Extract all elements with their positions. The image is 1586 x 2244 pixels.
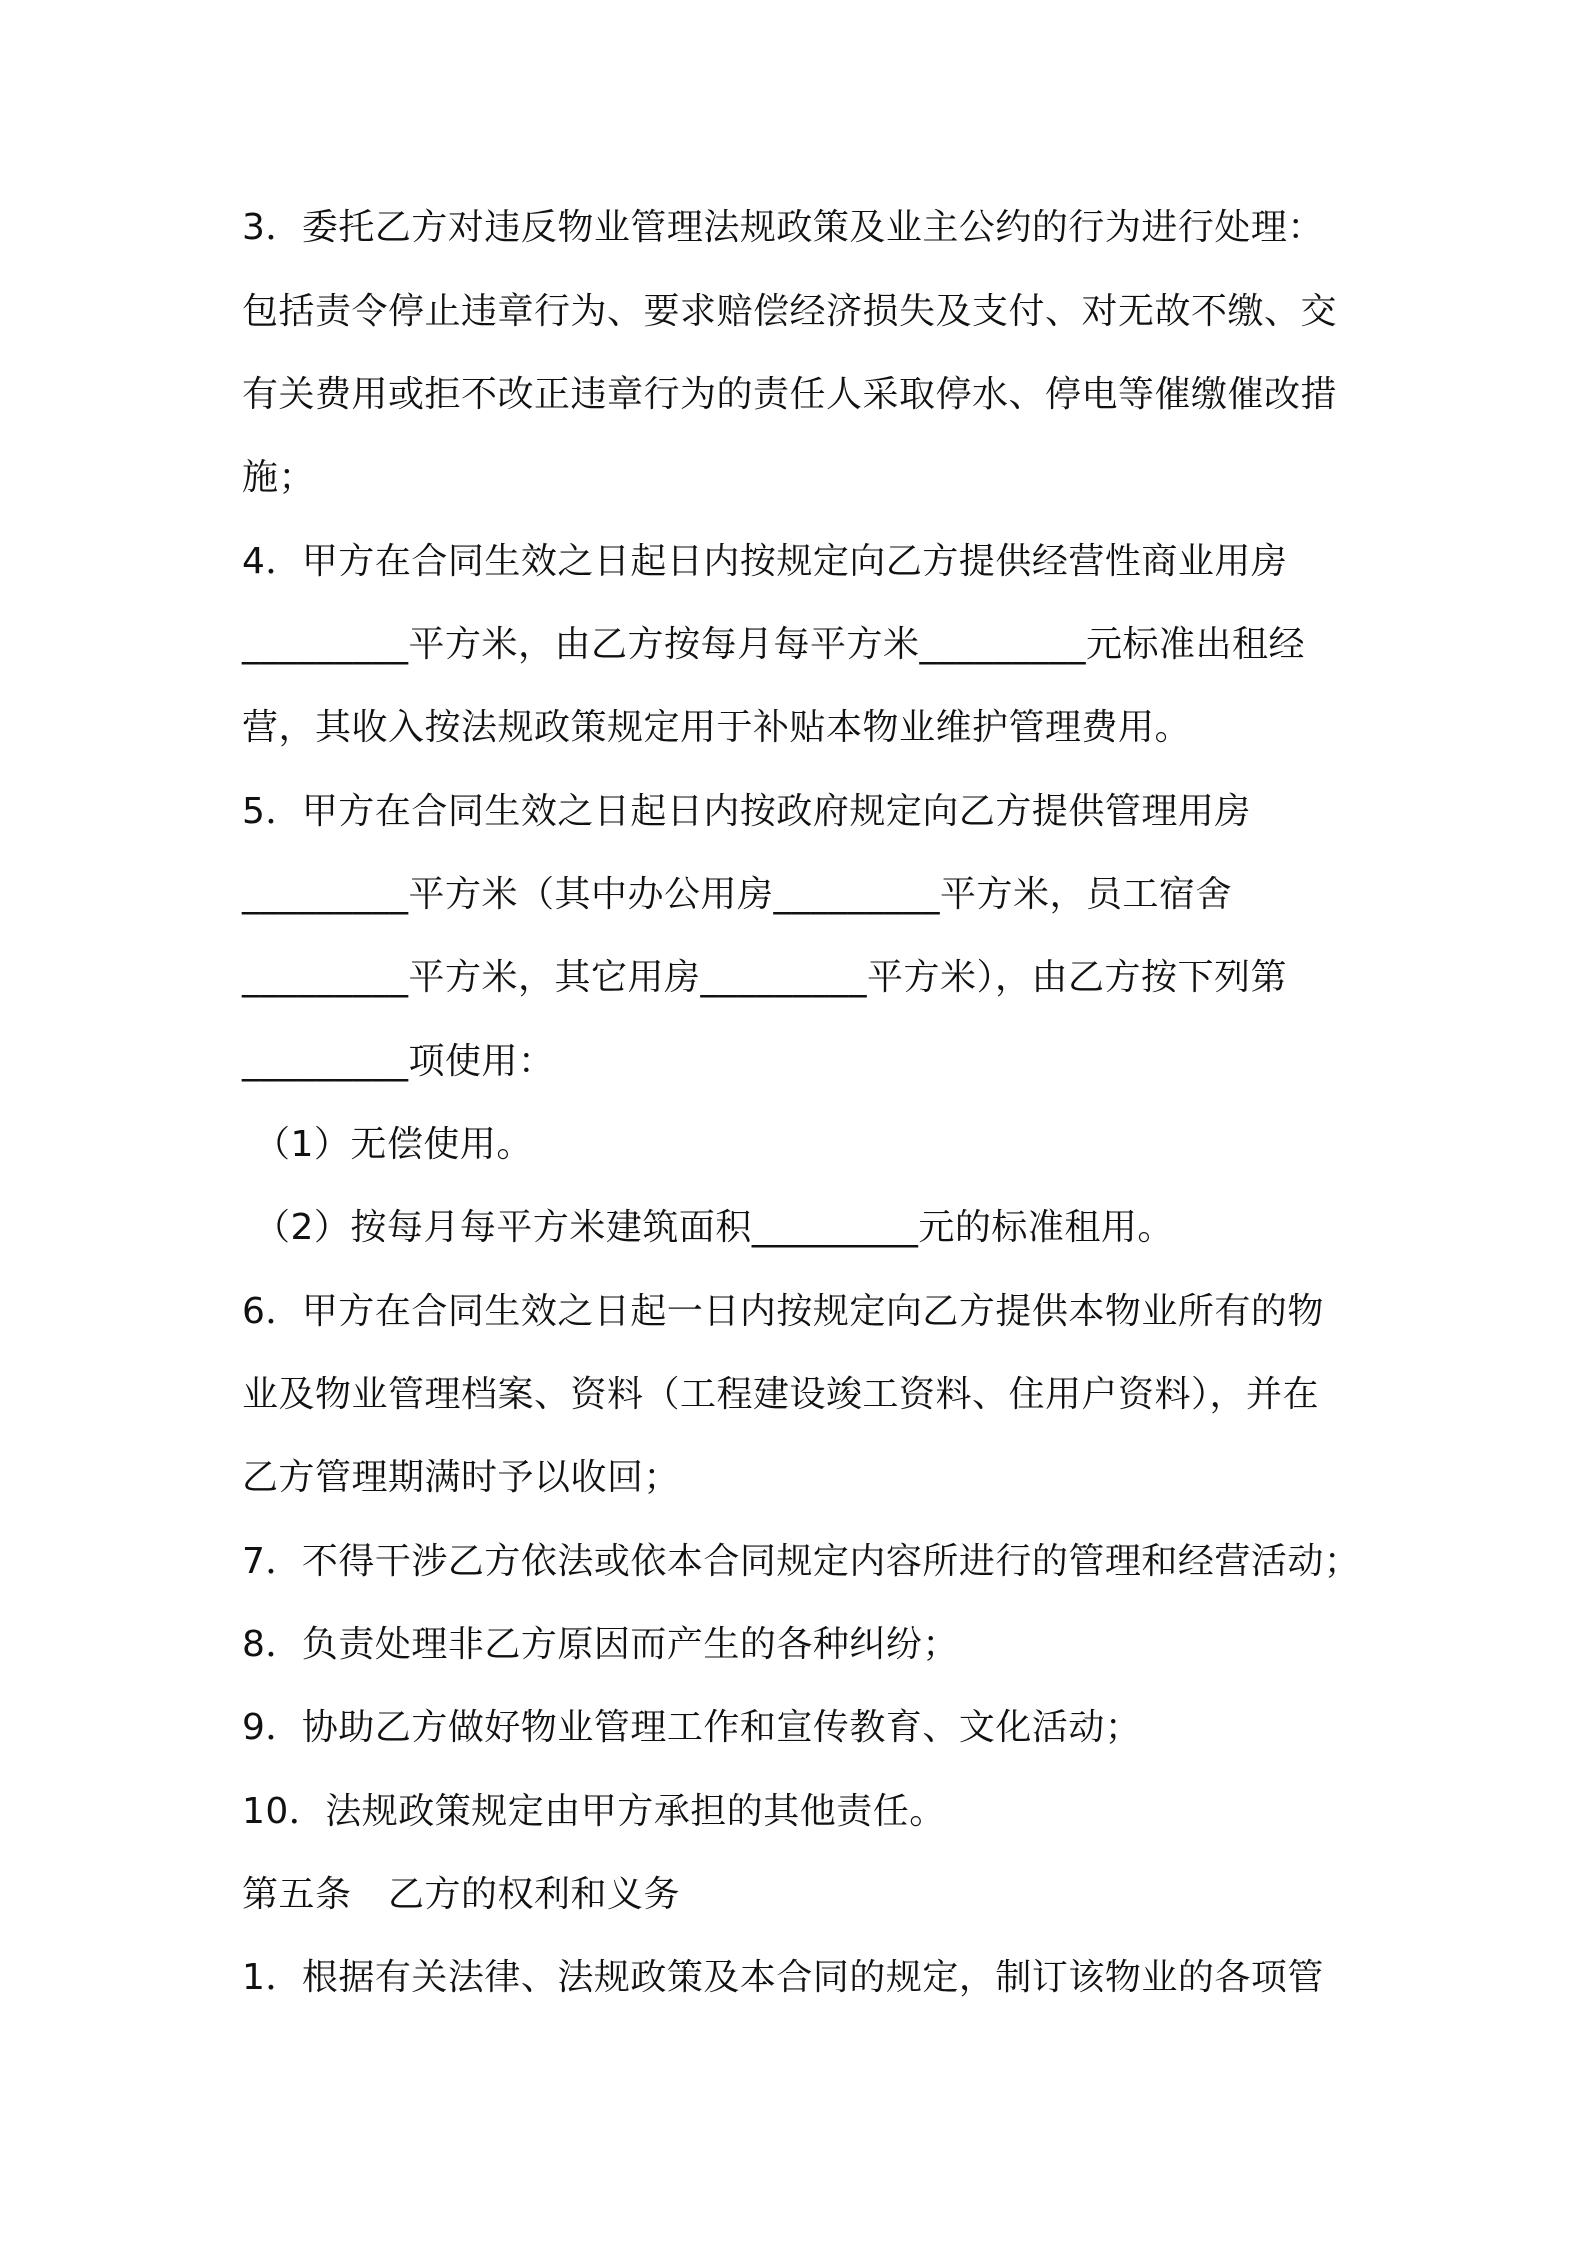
- clause-4-6-line-1: 6．甲方在合同生效之日起一日内按规定向乙方提供本物业所有的物: [242, 1291, 1324, 1332]
- clause-5-1-line-1: 1．根据有关法律、法规政策及本合同的规定，制订该物业的各项管: [242, 1957, 1324, 1998]
- clause-4-3-line-4: 施；: [242, 457, 316, 498]
- clause-4-10: 10．法规政策规定由甲方承担的其他责任。: [242, 1791, 946, 1832]
- clause-4-3-line-1: 3．委托乙方对违反物业管理法规政策及业主公约的行为进行处理：: [242, 207, 1324, 248]
- clause-4-5-option-1: （1）无偿使用。: [254, 1124, 533, 1165]
- clause-4-5-option-2: （2）按每月每平方米建筑面积_________元的标准租用。: [254, 1207, 1174, 1248]
- clause-4-4-line-3: 营，其收入按法规政策规定用于补贴本物业维护管理费用。: [242, 707, 1192, 748]
- clause-4-5-line-1: 5．甲方在合同生效之日起日内按政府规定向乙方提供管理用房: [242, 791, 1251, 832]
- clause-4-8: 8．负责处理非乙方原因而产生的各种纠纷；: [242, 1624, 959, 1665]
- clause-4-5-line-3: _________平方米，其它用房_________平方米），由乙方按下列第: [242, 957, 1288, 998]
- clause-4-9: 9．协助乙方做好物业管理工作和宣传教育、文化活动；: [242, 1707, 1142, 1748]
- clause-4-3-line-2: 包括责令停止违章行为、要求赔偿经济损失及支付、对无故不缴、交: [242, 291, 1338, 332]
- article-5-heading: 第五条 乙方的权利和义务: [242, 1874, 681, 1915]
- clause-4-6-line-3: 乙方管理期满时予以收回；: [242, 1457, 681, 1498]
- clause-4-5-line-2: _________平方米（其中办公用房_________平方米，员工宿舍: [242, 874, 1233, 915]
- clause-4-7: 7．不得干涉乙方依法或依本合同规定内容所进行的管理和经营活动；: [242, 1541, 1361, 1582]
- clause-4-5-line-4: _________项使用：: [242, 1041, 555, 1082]
- clause-4-3-line-3: 有关费用或拒不改正违章行为的责任人采取停水、停电等催缴催改措: [242, 374, 1338, 415]
- clause-4-4-line-2: _________平方米，由乙方按每月每平方米_________元标准出租经: [242, 624, 1306, 665]
- clause-4-6-line-2: 业及物业管理档案、资料（工程建设竣工资料、住用户资料），并在: [242, 1374, 1320, 1415]
- clause-4-4-line-1: 4．甲方在合同生效之日起日内按规定向乙方提供经营性商业用房: [242, 541, 1288, 582]
